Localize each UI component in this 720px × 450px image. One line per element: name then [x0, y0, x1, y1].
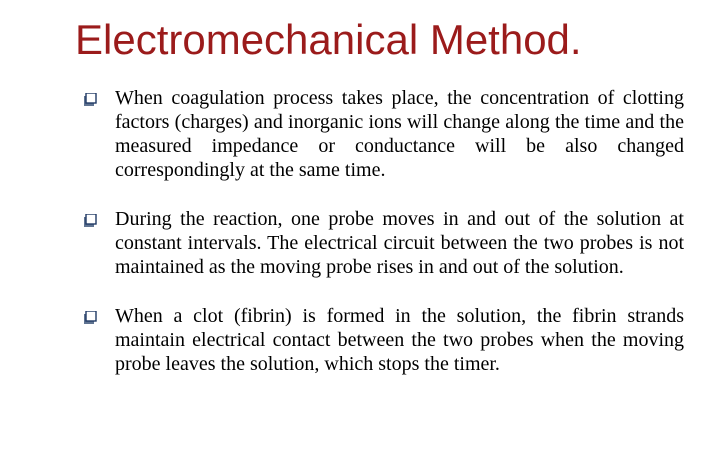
bullet-text: When a clot (fibrin) is formed in the solution, the fibrin strands maintain electrical contact between the two probes when the moving probe leaves the solution, which stops the timer.: [115, 305, 684, 375]
slide-title: Electromechanical Method.: [75, 16, 582, 63]
bullet-item: [84, 86, 684, 182]
bullet-item: [84, 304, 684, 376]
bullet-item: [84, 207, 684, 279]
bullet-text: During the reaction, one probe moves in and out of the solution at constant intervals. The electrical circuit between the two probes is not maintained as the moving probe rises in and out of the solution.: [115, 208, 684, 278]
hollow-square-bullet-icon: [84, 311, 97, 324]
hollow-square-bullet-icon: [84, 93, 97, 106]
hollow-square-bullet-icon: [84, 214, 97, 227]
bullet-list: [84, 86, 684, 401]
bullet-text: When coagulation process takes place, the concentration of clotting factors (charges) and inorganic ions will change along the time and the measured impedance or conductance will be also changed correspondingly at the same time.: [115, 87, 684, 181]
